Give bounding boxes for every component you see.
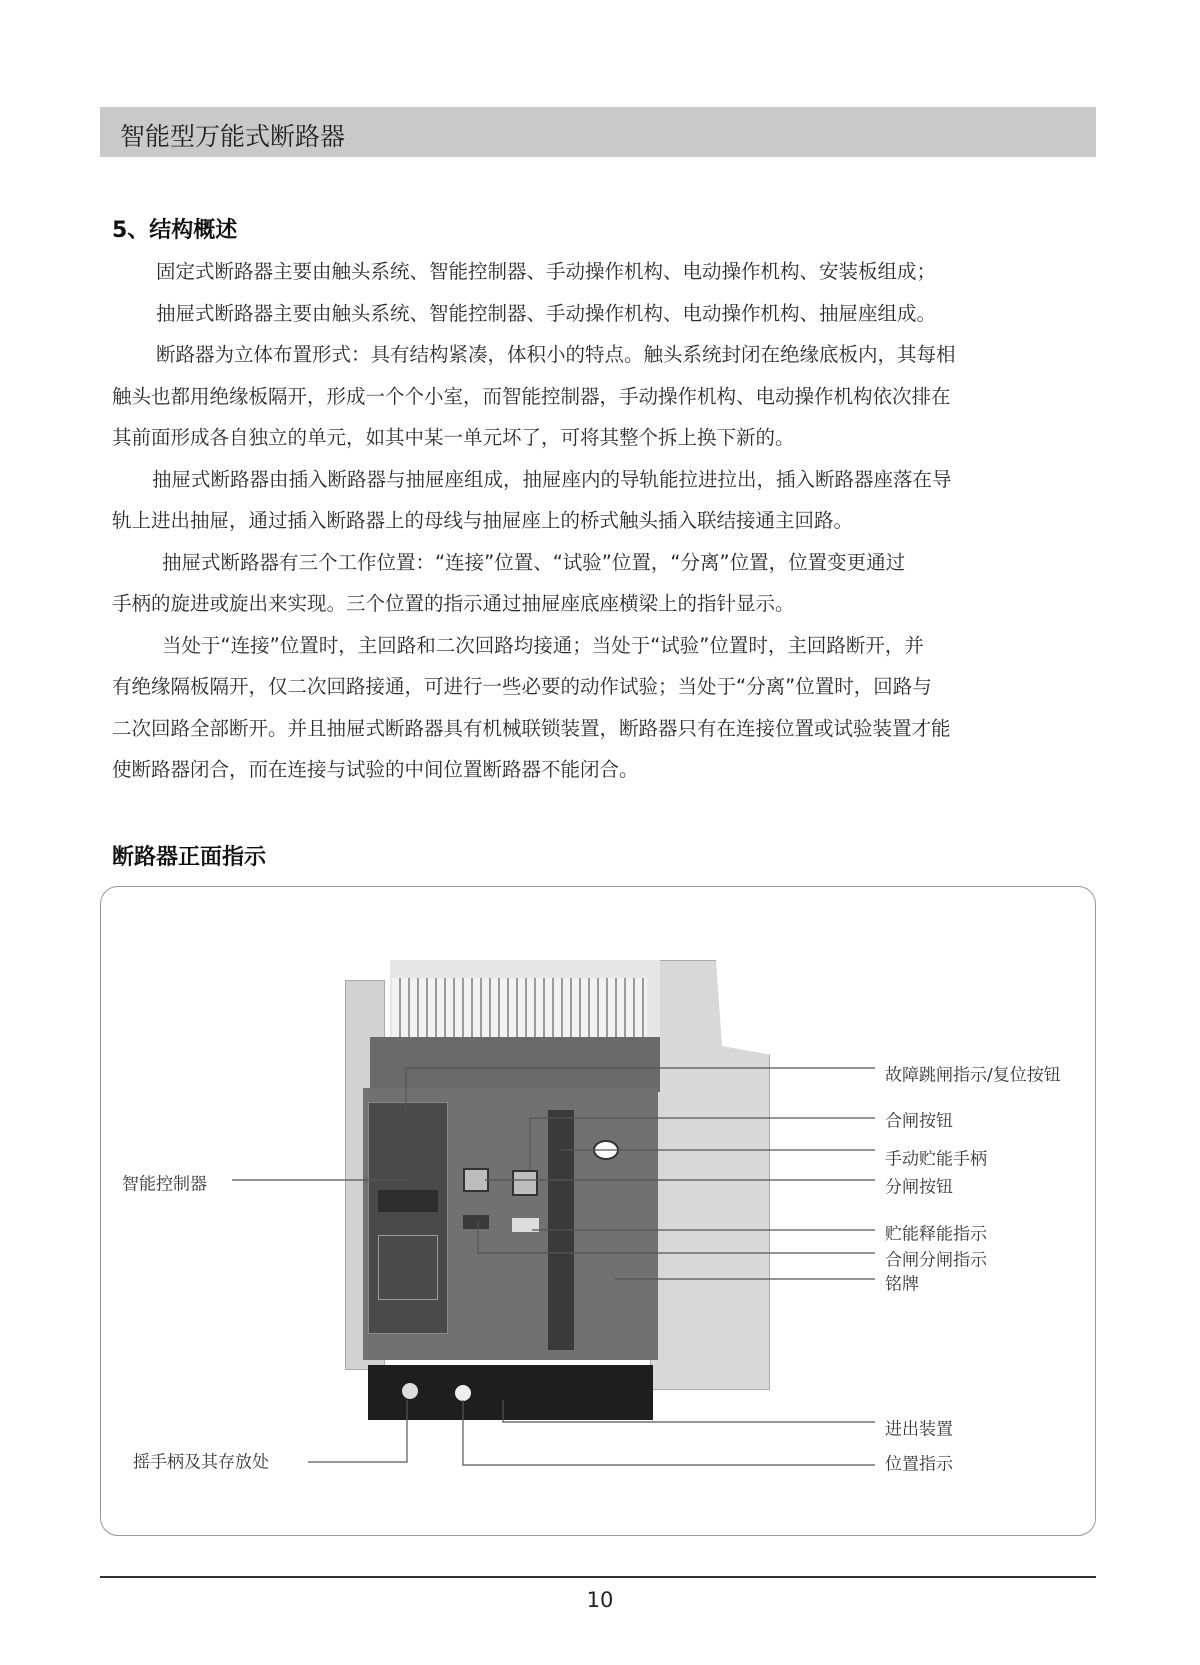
label-close-button: 合闸按钮	[885, 1111, 953, 1132]
body-line: 抽屉式断路器主要由触头系统、智能控制器、手动操作机构、电动操作机构、抽屉座组成。	[156, 301, 937, 325]
body-line: 当处于“连接”位置时，主回路和二次回路均接通；当处于“试验”位置时，主回路断开，并	[162, 633, 924, 657]
footer-rule	[100, 1576, 1096, 1578]
label-charge-handle: 手动贮能手柄	[885, 1149, 987, 1170]
body-line: 固定式断路器主要由触头系统、智能控制器、手动操作机构、电动操作机构、安装板组成；	[156, 260, 937, 283]
body-line: 轨上进出抽屉，通过插入断路器上的母线与抽屉座上的桥式触头插入联结接通主回路。	[112, 509, 854, 532]
body-line: 断路器为立体布置形式：具有结构紧凑，体积小的特点。触头系统封闭在绝缘底板内，其每相	[156, 343, 956, 366]
header-title: 智能型万能式断路器	[120, 122, 346, 151]
body-line: 二次回路全部断开。并且抽屉式断路器具有机械联锁装置，断路器只有在连接位置或试验装置才能	[112, 716, 951, 740]
body-line: 抽屉式断路器有三个工作位置：“连接”位置、“试验”位置，“分离”位置，位置变更通过	[162, 550, 906, 574]
label-position-indicator: 位置指示	[885, 1454, 953, 1475]
body-line: 其前面形成各自独立的单元，如其中某一单元坏了，可将其整个拆上换下新的。	[112, 426, 795, 449]
page-number: 10	[586, 1588, 614, 1612]
label-spring-indicator: 贮能释能指示	[885, 1224, 987, 1245]
label-nameplate: 铭牌	[885, 1274, 919, 1295]
body-line: 使断路器闭合，而在连接与试验的中间位置断路器不能闭合。	[112, 758, 639, 781]
body-line: 抽屉式断路器由插入断路器与抽屉座组成，抽屉座内的导轨能拉进拉出，插入断路器座落在导	[152, 467, 952, 491]
body-line: 有绝缘隔板隔开，仅二次回路接通，可进行一些必要的动作试验；当处于“分离”位置时，回路与	[112, 675, 932, 698]
section-heading: 5、结构概述	[112, 218, 238, 243]
front-heading: 断路器正面指示	[112, 845, 267, 870]
label-racking-device: 进出装置	[885, 1419, 953, 1440]
label-controller: 智能控制器	[122, 1174, 207, 1195]
label-fault-trip: 故障跳闸指示/复位按钮	[885, 1065, 1061, 1086]
label-crank-storage: 摇手柄及其存放处	[133, 1452, 269, 1473]
body-line: 触头也都用绝缘板隔开，形成一个个小室，而智能控制器，手动操作机构、电动操作机构依次排在	[112, 384, 951, 408]
body-line: 手柄的旋进或旋出来实现。三个位置的指示通过抽屉座底座横梁上的指针显示。	[112, 592, 795, 615]
label-open-button: 分闸按钮	[885, 1177, 953, 1198]
label-open-close-indicator: 合闸分闸指示	[885, 1250, 987, 1271]
